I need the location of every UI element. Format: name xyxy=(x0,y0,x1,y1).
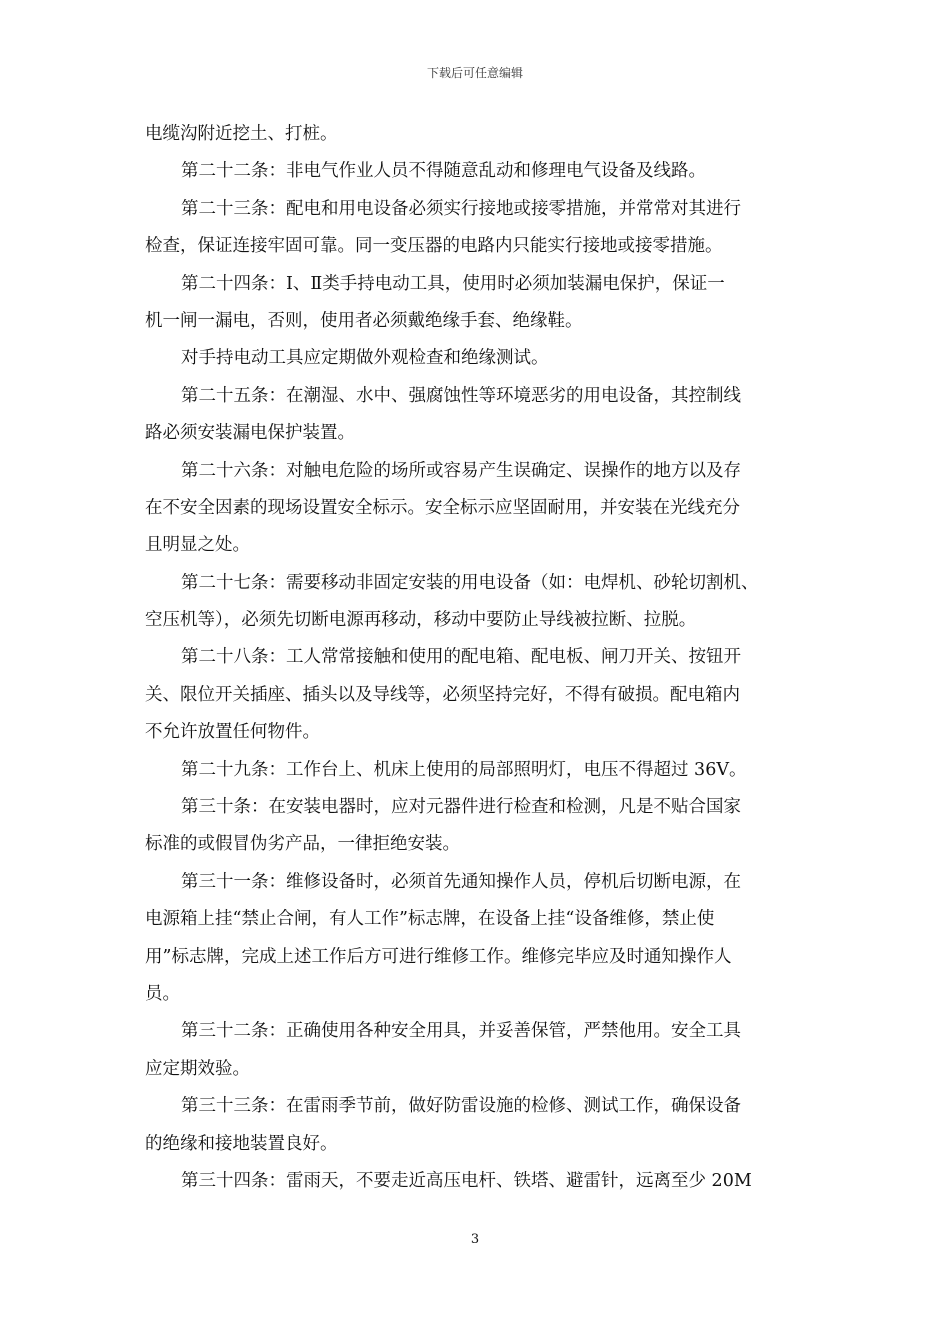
text-line: 应定期效验。 xyxy=(145,1058,250,1079)
text-line: 空压机等），必须先切断电源再移动，移动中要防止导线被拉断、拉脱。 xyxy=(145,610,697,631)
text-line: 第二十七条：需要移动非固定安装的用电设备（如：电焊机、砂轮切割机、 xyxy=(181,572,759,593)
text-line: 第二十二条：非电气作业人员不得随意乱动和修理电气设备及线路。 xyxy=(181,161,706,182)
text-line: 第三十三条：在雷雨季节前，做好防雷设施的检修、测试工作，确保设备 xyxy=(181,1096,741,1117)
text-line: 电源箱上挂“禁止合闸，有人工作”标志牌，在设备上挂“设备维修，禁止使 xyxy=(145,909,715,930)
text-line: 在不安全因素的现场设置安全标示。安全标示应坚固耐用，并安装在光线充分 xyxy=(145,497,740,518)
text-line: 的绝缘和接地装置良好。 xyxy=(145,1133,338,1154)
text-line: 标准的或假冒伪劣产品，一律拒绝安装。 xyxy=(145,834,460,855)
text-line: 第三十条：在安装电器时，应对元器件进行检查和检测，凡是不贴合国家 xyxy=(181,797,741,818)
text-line: 不允许放置任何物件。 xyxy=(145,722,320,743)
text-line: 且明显之处。 xyxy=(145,535,250,556)
page-number: 3 xyxy=(470,1232,480,1247)
text-line: 关、限位开关插座、插头以及导线等，必须坚持完好，不得有破损。配电箱内 xyxy=(145,684,740,705)
text-line: 第二十四条：Ⅰ、Ⅱ类手持电动工具，使用时必须加装漏电保护，保证一 xyxy=(181,273,725,294)
text-line: 第三十一条：维修设备时，必须首先通知操作人员，停机后切断电源，在 xyxy=(181,871,741,892)
text-line: 第二十三条：配电和用电设备必须实行接地或接零措施，并常常对其进行 xyxy=(181,198,741,219)
text-line: 机一闸一漏电，否则，使用者必须戴绝缘手套、绝缘鞋。 xyxy=(145,310,583,331)
text-line: 电缆沟附近挖土、打桩。 xyxy=(145,124,338,144)
text-line: 第二十九条：工作台上、机床上使用的局部照明灯，电压不得超过 36V。 xyxy=(181,759,747,780)
document-body xyxy=(145,116,810,1200)
text-line: 第二十八条：工人常常接触和使用的配电箱、配电板、闸刀开关、按钮开 xyxy=(181,647,741,668)
text-line: 第二十六条：对触电危险的场所或容易产生误确定、误操作的地方以及存 xyxy=(181,460,741,481)
page-header: 下载后可任意编辑 xyxy=(426,66,523,80)
text-line: 对手持电动工具应定期做外观检查和绝缘测试。 xyxy=(181,348,549,369)
text-line: 第二十五条：在潮湿、水中、强腐蚀性等环境恶劣的用电设备，其控制线 xyxy=(181,385,741,406)
text-line: 员。 xyxy=(145,983,180,1004)
text-line: 用”标志牌，完成上述工作后方可进行维修工作。维修完毕应及时通知操作人 xyxy=(145,946,732,967)
text-line: 路必须安装漏电保护装置。 xyxy=(145,423,355,444)
text-line: 第三十四条：雷雨天，不要走近高压电杆、铁塔、避雷针，远离至少 20M xyxy=(181,1170,752,1191)
text-line: 检查，保证连接牢固可靠。同一变压器的电路内只能实行接地或接零措施。 xyxy=(145,236,723,257)
text-line: 第三十二条：正确使用各种安全用具，并妥善保管，严禁他用。安全工具 xyxy=(181,1021,741,1042)
